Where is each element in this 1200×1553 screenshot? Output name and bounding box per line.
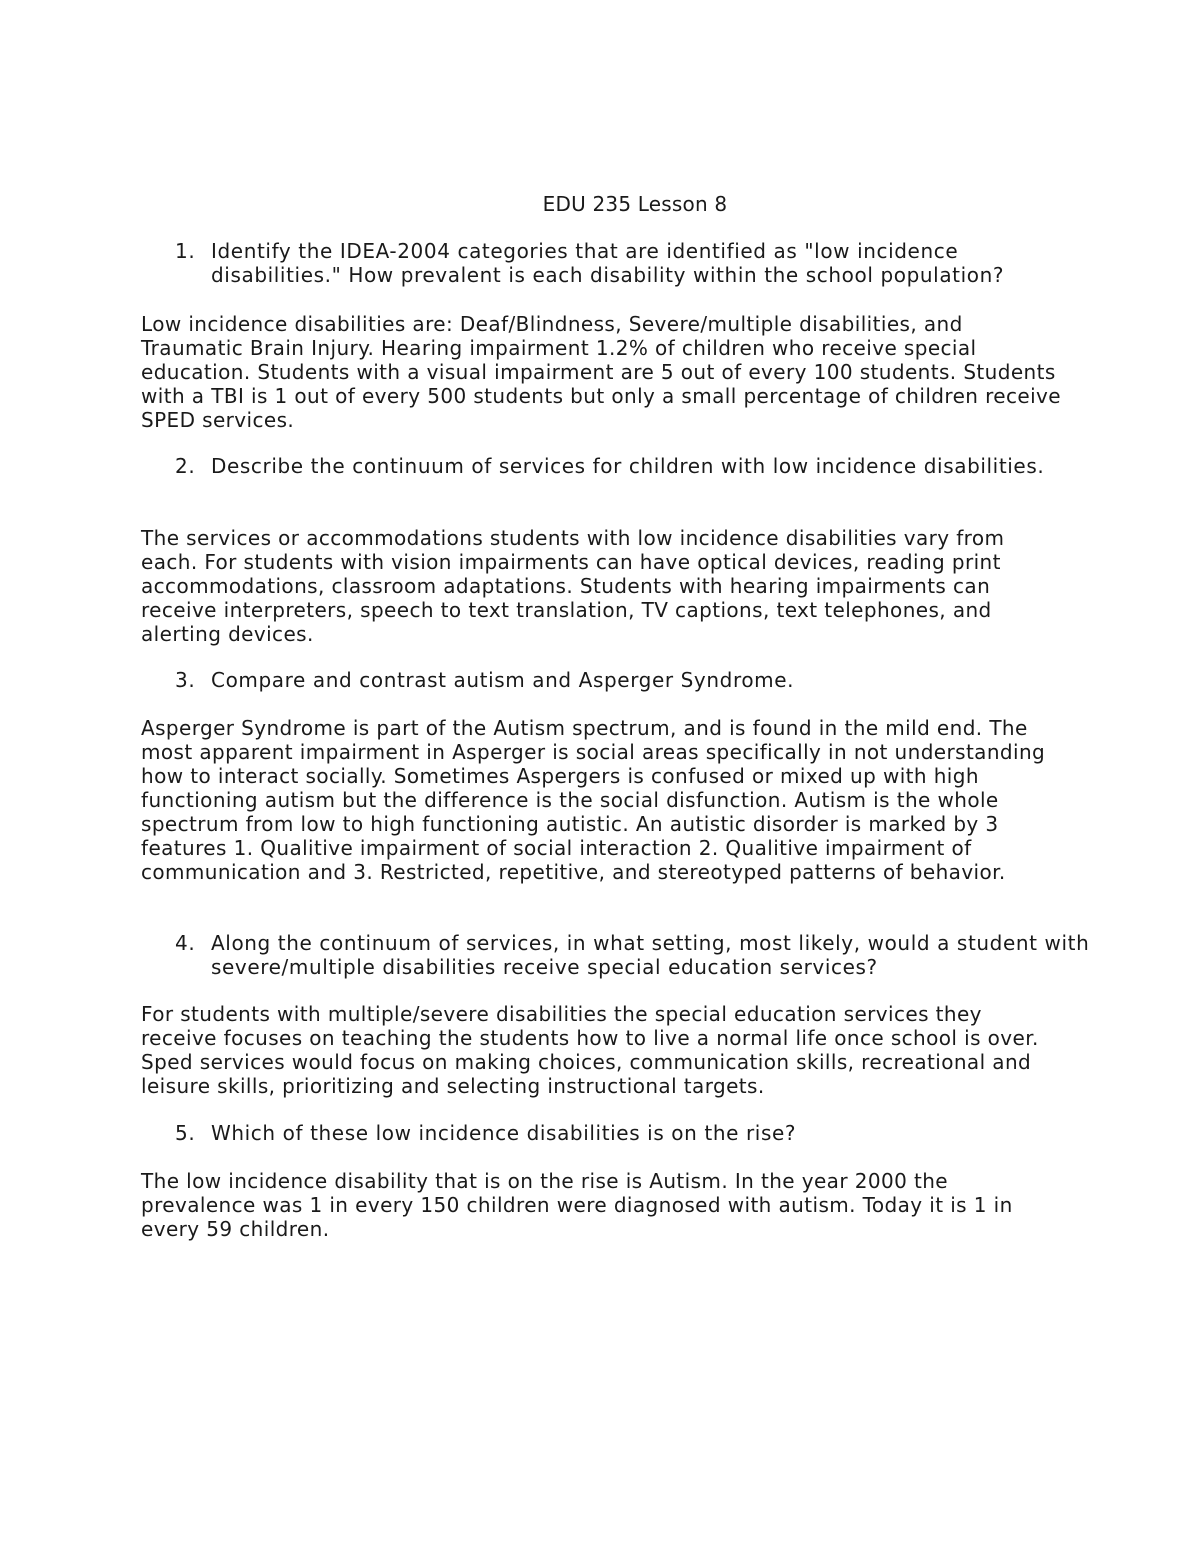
question-3	[175, 668, 1091, 692]
question-text: Describe the continuum of services for children with low incidence disabilities.	[211, 454, 1045, 478]
question-number: 2.	[175, 454, 196, 478]
question-text: Which of these low incidence disabilities is on the rise?	[211, 1121, 797, 1145]
document-title: EDU 235 Lesson 8	[542, 192, 728, 216]
question-2	[175, 454, 1091, 478]
answer-5: The low incidence disability that is on the rise is Autism. In the year 2000 the prevalence was 1 in every 150 children were diagnosed with autism. Today it is 1 in every 59 children.	[141, 1169, 1013, 1241]
answer-4: For students with multiple/severe disabilities the special education services they receive focuses on teaching the students how to live a normal life once school is over. Sped services would focus on making choices, communication skills, recreational and leisure skills, prioritizing and selecting instructional targets.	[141, 1002, 1039, 1098]
question-4	[175, 931, 1091, 979]
question-text: Along the continuum of services, in what setting, most likely, would a student with severe/multiple disabilities receive special education services?	[211, 931, 1090, 979]
answer-1: Low incidence disabilities are: Deaf/Blindness, Severe/multiple disabilities, and Traumatic Brain Injury. Hearing impairment 1.2% of children who receive special education. Students with a visual impairment are 5 out of every 100 students. Students with a TBI is 1 out of every 500 students but only a small percentage of children receive SPED services.	[141, 312, 1061, 432]
question-1	[175, 239, 1091, 287]
question-number: 4.	[175, 931, 196, 955]
answer-2: The services or accommodations students with low incidence disabilities vary from each. For students with vision impairments can have optical devices, reading print accommodations, classroom adaptations. Students with hearing impairments can receive interpreters, speech to text translation, TV captions, text telephones, and alerting devices.	[141, 526, 1005, 646]
question-number: 1.	[175, 239, 196, 263]
question-number: 3.	[175, 668, 196, 692]
answer-3: Asperger Syndrome is part of the Autism spectrum, and is found in the mild end. The most apparent impairment in Asperger is social areas specifically in not understanding how to interact socially. Sometimes Aspergers is confused or mixed up with high functioning autism but the difference is the social disfunction. Autism is the whole spectrum from low to high functioning autistic. An autistic disorder is marked by 3 features 1. Qualitive impairment of social interaction 2. Qualitive impairment of communication and 3. Restricted, repetitive, and stereotyped patterns of behavior.	[141, 716, 1046, 884]
question-text: Identify the IDEA-2004 categories that are identified as "low incidence disabilities." How prevalent is each disability within the school population?	[211, 239, 1005, 287]
question-text: Compare and contrast autism and Asperger Syndrome.	[211, 668, 795, 692]
question-5	[175, 1121, 1091, 1145]
question-number: 5.	[175, 1121, 196, 1145]
